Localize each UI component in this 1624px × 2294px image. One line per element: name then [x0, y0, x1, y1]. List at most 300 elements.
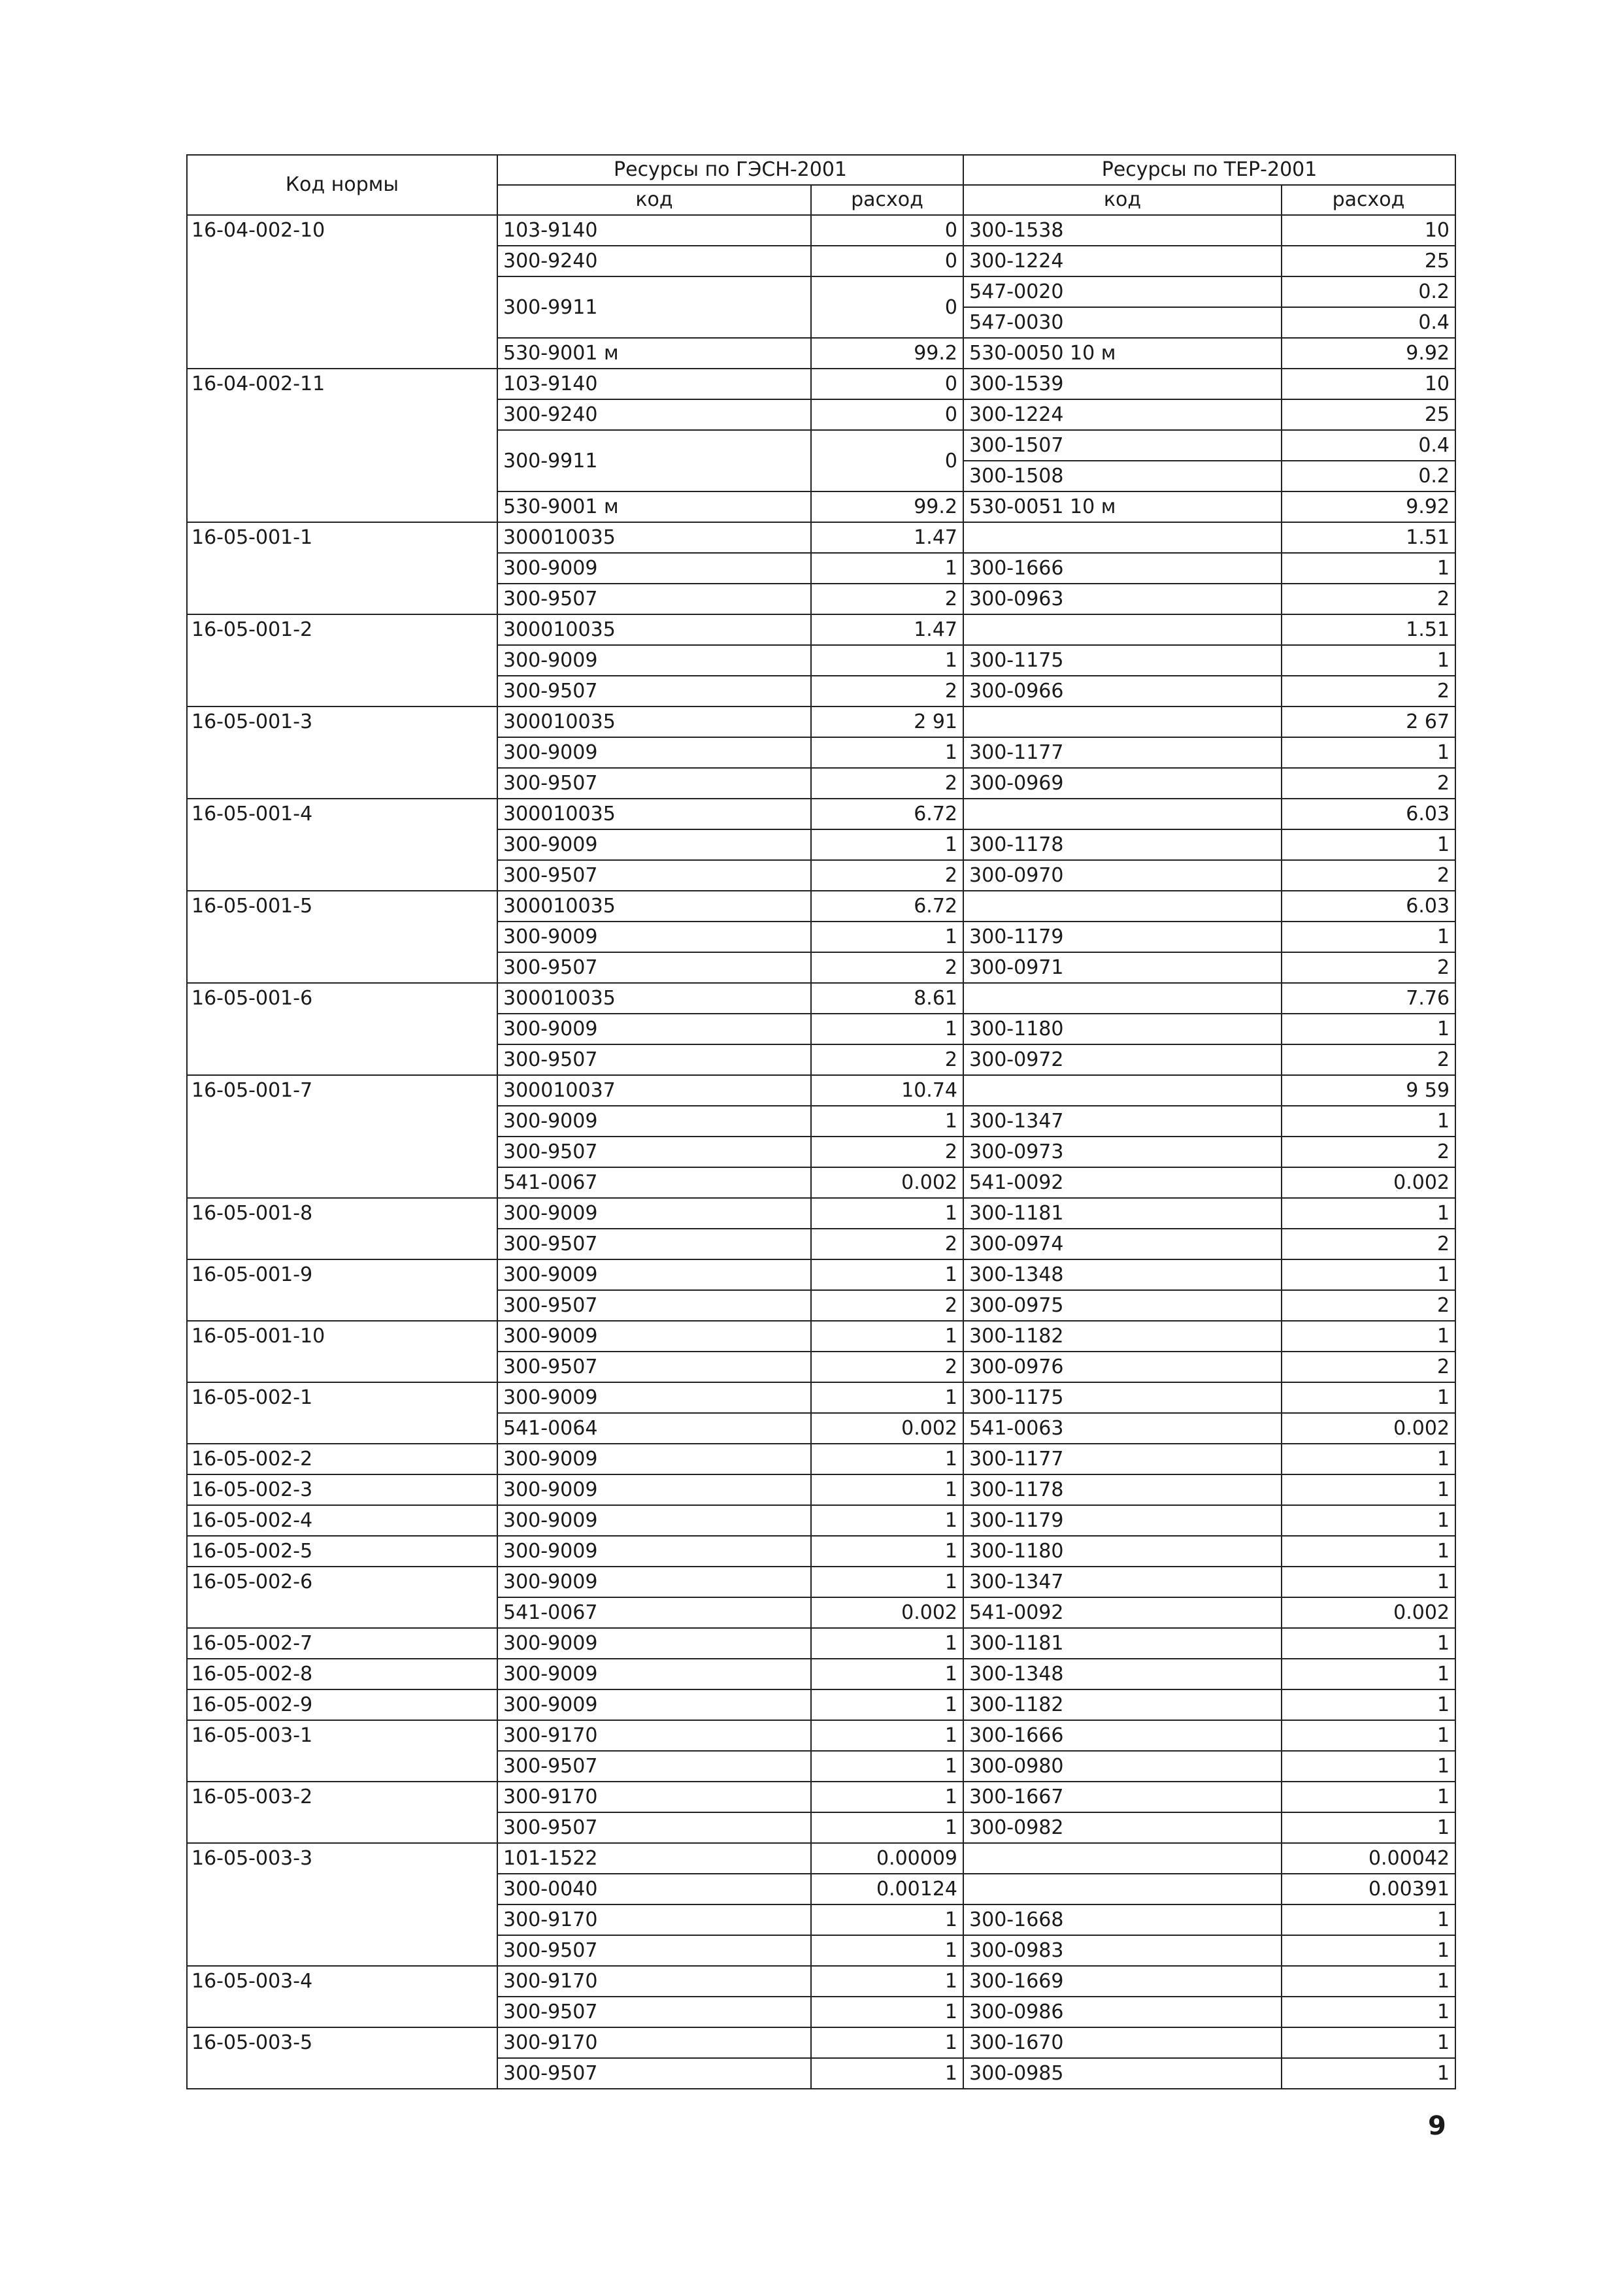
norm-code-cell: 16-05-001-4 [187, 799, 497, 891]
gesn-code-cell: 300-9911 [497, 430, 811, 491]
ter-code-cell: 300-0975 [963, 1290, 1282, 1321]
gesn-qty-cell: 2 91 [811, 706, 963, 737]
gesn-code-cell: 300-9170 [497, 2027, 811, 2058]
gesn-code-cell: 300-9507 [497, 1751, 811, 1782]
gesn-qty-cell: 1 [811, 2027, 963, 2058]
ter-qty-cell: 1 [1282, 1966, 1455, 1997]
ter-code-cell: 541-0092 [963, 1167, 1282, 1198]
ter-qty-cell: 9 59 [1282, 1075, 1455, 1106]
gesn-qty-cell: 1 [811, 1474, 963, 1505]
ter-code-cell: 541-0063 [963, 1413, 1282, 1444]
gesn-code-cell: 300-9009 [497, 1444, 811, 1474]
ter-code-cell: 300-1224 [963, 246, 1282, 276]
norm-code-cell: 16-05-002-6 [187, 1567, 497, 1628]
norm-code-cell: 16-05-001-10 [187, 1321, 497, 1382]
gesn-qty-cell: 2 [811, 952, 963, 983]
ter-qty-cell: 2 [1282, 1044, 1455, 1075]
gesn-qty-cell: 2 [811, 768, 963, 799]
gesn-code-cell: 300-9009 [497, 1198, 811, 1229]
ter-code-cell [963, 522, 1282, 553]
gesn-code-cell: 300010035 [497, 522, 811, 553]
ter-code-cell: 300-0963 [963, 584, 1282, 614]
gesn-qty-cell: 2 [811, 1044, 963, 1075]
gesn-code-cell: 300-9009 [497, 1567, 811, 1597]
ter-qty-cell: 0.002 [1282, 1167, 1455, 1198]
ter-code-cell: 300-1666 [963, 1720, 1282, 1751]
gesn-qty-cell: 1 [811, 1321, 963, 1352]
table-row [187, 215, 1455, 246]
ter-qty-cell: 1 [1282, 645, 1455, 676]
ter-qty-cell: 10 [1282, 215, 1455, 246]
gesn-qty-cell: 1 [811, 645, 963, 676]
ter-qty-cell: 2 [1282, 584, 1455, 614]
gesn-code-cell: 300010037 [497, 1075, 811, 1106]
gesn-qty-cell: 99.2 [811, 491, 963, 522]
norm-code-cell: 16-05-002-3 [187, 1474, 497, 1505]
ter-qty-cell: 0.002 [1282, 1597, 1455, 1628]
norm-code-cell: 16-05-002-5 [187, 1536, 497, 1567]
gesn-qty-cell: 1 [811, 1382, 963, 1413]
ter-code-cell: 300-1181 [963, 1198, 1282, 1229]
gesn-code-cell: 103-9140 [497, 369, 811, 399]
table-row [187, 891, 1455, 922]
table-row [187, 1259, 1455, 1290]
table-row [187, 1321, 1455, 1352]
ter-code-cell [963, 891, 1282, 922]
gesn-code-cell: 300-9911 [497, 276, 811, 338]
header-gesn-code: код [497, 185, 811, 215]
ter-code-cell: 300-1180 [963, 1014, 1282, 1044]
ter-code-cell: 300-1507 [963, 430, 1282, 461]
ter-code-cell: 300-1666 [963, 553, 1282, 584]
gesn-code-cell: 101-1522 [497, 1843, 811, 1874]
gesn-qty-cell: 0 [811, 369, 963, 399]
ter-code-cell: 300-1179 [963, 1505, 1282, 1536]
ter-qty-cell: 0.2 [1282, 461, 1455, 491]
norm-code-cell: 16-05-003-5 [187, 2027, 497, 2089]
ter-code-cell: 547-0020 [963, 276, 1282, 307]
ter-qty-cell: 1 [1282, 1812, 1455, 1843]
ter-code-cell: 300-1177 [963, 1444, 1282, 1474]
gesn-code-cell: 300-9507 [497, 860, 811, 891]
ter-code-cell [963, 706, 1282, 737]
norm-code-cell: 16-05-002-8 [187, 1659, 497, 1689]
ter-code-cell: 300-0982 [963, 1812, 1282, 1843]
gesn-qty-cell: 2 [811, 676, 963, 706]
gesn-qty-cell: 0 [811, 215, 963, 246]
ter-qty-cell: 1 [1282, 1659, 1455, 1689]
ter-code-cell: 300-0970 [963, 860, 1282, 891]
header-gesn-qty: расход [811, 185, 963, 215]
ter-code-cell: 300-1182 [963, 1689, 1282, 1720]
gesn-qty-cell: 1 [811, 1444, 963, 1474]
ter-code-cell: 300-1668 [963, 1904, 1282, 1935]
norm-code-cell: 16-05-002-9 [187, 1689, 497, 1720]
gesn-qty-cell: 2 [811, 1229, 963, 1259]
gesn-code-cell: 300-9009 [497, 1259, 811, 1290]
header-ter-group: Ресурсы по ТЕР-2001 [963, 155, 1455, 185]
gesn-qty-cell: 6.72 [811, 799, 963, 829]
norm-code-cell: 16-05-003-2 [187, 1782, 497, 1843]
ter-code-cell: 300-1177 [963, 737, 1282, 768]
ter-code-cell: 300-0985 [963, 2058, 1282, 2089]
gesn-code-cell: 300-9009 [497, 1474, 811, 1505]
ter-code-cell: 300-0973 [963, 1137, 1282, 1167]
gesn-qty-cell: 2 [811, 584, 963, 614]
gesn-code-cell: 300010035 [497, 706, 811, 737]
ter-code-cell: 300-1347 [963, 1567, 1282, 1597]
ter-qty-cell: 25 [1282, 399, 1455, 430]
ter-code-cell: 530-0051 10 м [963, 491, 1282, 522]
norm-code-cell: 16-04-002-10 [187, 215, 497, 369]
gesn-code-cell: 103-9140 [497, 215, 811, 246]
gesn-code-cell: 300-9170 [497, 1720, 811, 1751]
ter-code-cell [963, 799, 1282, 829]
table-row [187, 1966, 1455, 1997]
ter-qty-cell: 1 [1282, 1628, 1455, 1659]
gesn-qty-cell: 1.47 [811, 614, 963, 645]
page-number: 9 [1428, 2111, 1446, 2141]
gesn-qty-cell: 1 [811, 1628, 963, 1659]
table-row [187, 1567, 1455, 1597]
gesn-qty-cell: 1 [811, 1106, 963, 1137]
ter-code-cell: 300-1175 [963, 1382, 1282, 1413]
ter-qty-cell: 1 [1282, 1689, 1455, 1720]
gesn-qty-cell: 0.00009 [811, 1843, 963, 1874]
ter-qty-cell: 1 [1282, 1321, 1455, 1352]
ter-qty-cell: 0.00391 [1282, 1874, 1455, 1904]
gesn-code-cell: 300-9170 [497, 1966, 811, 1997]
ter-qty-cell: 2 [1282, 1290, 1455, 1321]
gesn-qty-cell: 0 [811, 246, 963, 276]
ter-qty-cell: 1 [1282, 553, 1455, 584]
table-row [187, 1505, 1455, 1536]
ter-code-cell: 300-1179 [963, 922, 1282, 952]
gesn-qty-cell: 1 [811, 829, 963, 860]
resources-table [186, 154, 1456, 2089]
gesn-qty-cell: 2 [811, 1137, 963, 1167]
gesn-code-cell: 300-9507 [497, 1229, 811, 1259]
table-row [187, 1720, 1455, 1751]
ter-code-cell: 300-1180 [963, 1536, 1282, 1567]
ter-qty-cell: 0.4 [1282, 430, 1455, 461]
ter-qty-cell: 1 [1282, 1782, 1455, 1812]
ter-qty-cell: 1 [1282, 829, 1455, 860]
table-body [187, 215, 1455, 2089]
header-ter-qty: расход [1282, 185, 1455, 215]
gesn-qty-cell: 1 [811, 1659, 963, 1689]
gesn-qty-cell: 0.002 [811, 1413, 963, 1444]
gesn-code-cell: 541-0064 [497, 1413, 811, 1444]
ter-code-cell: 530-0050 10 м [963, 338, 1282, 369]
ter-code-cell: 547-0030 [963, 307, 1282, 338]
gesn-qty-cell: 1 [811, 1259, 963, 1290]
ter-code-cell: 300-1175 [963, 645, 1282, 676]
ter-code-cell: 300-0976 [963, 1352, 1282, 1382]
norm-code-cell: 16-05-003-1 [187, 1720, 497, 1782]
table-row [187, 1843, 1455, 1874]
norm-code-cell: 16-05-001-1 [187, 522, 497, 614]
gesn-code-cell: 300-9009 [497, 1628, 811, 1659]
ter-qty-cell: 1 [1282, 1567, 1455, 1597]
ter-qty-cell: 1.51 [1282, 522, 1455, 553]
header-gesn-group: Ресурсы по ГЭСН-2001 [497, 155, 963, 185]
gesn-qty-cell: 1 [811, 1720, 963, 1751]
gesn-code-cell: 300-9170 [497, 1782, 811, 1812]
gesn-qty-cell: 0.00124 [811, 1874, 963, 1904]
gesn-code-cell: 300-9009 [497, 1505, 811, 1536]
gesn-qty-cell: 2 [811, 860, 963, 891]
ter-qty-cell: 1 [1282, 1751, 1455, 1782]
gesn-code-cell: 300-9009 [497, 1382, 811, 1413]
ter-qty-cell: 2 [1282, 768, 1455, 799]
gesn-code-cell: 530-9001 м [497, 338, 811, 369]
ter-code-cell: 300-0986 [963, 1997, 1282, 2027]
ter-qty-cell: 6.03 [1282, 891, 1455, 922]
ter-qty-cell: 1 [1282, 2058, 1455, 2089]
gesn-qty-cell: 0 [811, 399, 963, 430]
ter-code-cell: 300-1667 [963, 1782, 1282, 1812]
ter-code-cell [963, 614, 1282, 645]
gesn-qty-cell: 8.61 [811, 983, 963, 1014]
gesn-qty-cell: 1 [811, 1812, 963, 1843]
gesn-qty-cell: 1 [811, 1904, 963, 1935]
gesn-code-cell: 541-0067 [497, 1167, 811, 1198]
table-row [187, 1536, 1455, 1567]
ter-code-cell: 300-1224 [963, 399, 1282, 430]
table-row [187, 799, 1455, 829]
ter-code-cell [963, 1874, 1282, 1904]
ter-qty-cell: 1 [1282, 1382, 1455, 1413]
gesn-code-cell: 300-9170 [497, 1904, 811, 1935]
ter-qty-cell: 2 [1282, 952, 1455, 983]
ter-qty-cell: 2 [1282, 1137, 1455, 1167]
ter-qty-cell: 10 [1282, 369, 1455, 399]
gesn-code-cell: 300-9507 [497, 1352, 811, 1382]
ter-code-cell: 300-1348 [963, 1259, 1282, 1290]
ter-code-cell: 300-1182 [963, 1321, 1282, 1352]
norm-code-cell: 16-05-001-3 [187, 706, 497, 799]
ter-qty-cell: 1 [1282, 1259, 1455, 1290]
ter-qty-cell: 1 [1282, 1904, 1455, 1935]
ter-code-cell: 300-1178 [963, 829, 1282, 860]
gesn-code-cell: 300-9009 [497, 1321, 811, 1352]
norm-code-cell: 16-05-001-8 [187, 1198, 497, 1259]
gesn-qty-cell: 6.72 [811, 891, 963, 922]
ter-qty-cell: 0.002 [1282, 1413, 1455, 1444]
gesn-code-cell: 300-9009 [497, 1106, 811, 1137]
ter-code-cell: 300-1669 [963, 1966, 1282, 1997]
gesn-qty-cell: 1 [811, 1505, 963, 1536]
gesn-code-cell: 300-9507 [497, 676, 811, 706]
ter-code-cell [963, 983, 1282, 1014]
gesn-code-cell: 300010035 [497, 983, 811, 1014]
gesn-qty-cell: 1 [811, 922, 963, 952]
gesn-code-cell: 300-9009 [497, 1659, 811, 1689]
ter-code-cell: 300-1539 [963, 369, 1282, 399]
ter-code-cell: 300-1178 [963, 1474, 1282, 1505]
ter-qty-cell: 1 [1282, 1106, 1455, 1137]
gesn-code-cell: 300-9009 [497, 1536, 811, 1567]
ter-qty-cell: 6.03 [1282, 799, 1455, 829]
gesn-code-cell: 300-9507 [497, 1044, 811, 1075]
table-header [187, 155, 1455, 215]
ter-code-cell: 300-0983 [963, 1935, 1282, 1966]
gesn-code-cell: 300-9009 [497, 829, 811, 860]
gesn-code-cell: 300-9507 [497, 1137, 811, 1167]
gesn-code-cell: 530-9001 м [497, 491, 811, 522]
norm-code-cell: 16-05-002-2 [187, 1444, 497, 1474]
norm-code-cell: 16-05-002-7 [187, 1628, 497, 1659]
gesn-code-cell: 300-9009 [497, 1689, 811, 1720]
ter-qty-cell: 1 [1282, 2027, 1455, 2058]
norm-code-cell: 16-05-003-4 [187, 1966, 497, 2027]
gesn-code-cell: 300-9240 [497, 246, 811, 276]
table-row [187, 1628, 1455, 1659]
ter-qty-cell: 1 [1282, 1474, 1455, 1505]
ter-qty-cell: 2 [1282, 1352, 1455, 1382]
norm-code-cell: 16-05-001-6 [187, 983, 497, 1075]
ter-qty-cell: 2 [1282, 1229, 1455, 1259]
gesn-qty-cell: 1 [811, 1536, 963, 1567]
ter-code-cell: 300-1348 [963, 1659, 1282, 1689]
gesn-code-cell: 300-9009 [497, 645, 811, 676]
ter-code-cell: 300-1508 [963, 461, 1282, 491]
gesn-code-cell: 300010035 [497, 614, 811, 645]
gesn-qty-cell: 2 [811, 1352, 963, 1382]
table-row [187, 706, 1455, 737]
table-row [187, 1198, 1455, 1229]
ter-code-cell: 300-1347 [963, 1106, 1282, 1137]
gesn-code-cell: 300-9507 [497, 1935, 811, 1966]
ter-code-cell: 300-1538 [963, 215, 1282, 246]
gesn-code-cell: 300-9009 [497, 1014, 811, 1044]
table-row [187, 522, 1455, 553]
table-row [187, 614, 1455, 645]
gesn-code-cell: 300-9009 [497, 553, 811, 584]
ter-qty-cell: 1 [1282, 1720, 1455, 1751]
gesn-qty-cell: 1 [811, 553, 963, 584]
gesn-qty-cell: 1 [811, 1751, 963, 1782]
ter-qty-cell: 0.4 [1282, 307, 1455, 338]
gesn-qty-cell: 2 [811, 1290, 963, 1321]
norm-code-cell: 16-05-001-5 [187, 891, 497, 983]
ter-code-cell [963, 1843, 1282, 1874]
ter-qty-cell: 1 [1282, 922, 1455, 952]
ter-code-cell [963, 1075, 1282, 1106]
gesn-qty-cell: 1.47 [811, 522, 963, 553]
norm-code-cell: 16-05-002-4 [187, 1505, 497, 1536]
gesn-qty-cell: 1 [811, 1966, 963, 1997]
gesn-qty-cell: 1 [811, 1567, 963, 1597]
norm-code-cell: 16-04-002-11 [187, 369, 497, 522]
table-row [187, 1474, 1455, 1505]
gesn-code-cell: 300010035 [497, 891, 811, 922]
table-row [187, 1075, 1455, 1106]
table-row [187, 1444, 1455, 1474]
table-row [187, 1382, 1455, 1413]
gesn-code-cell: 300-9009 [497, 922, 811, 952]
table-row [187, 1659, 1455, 1689]
norm-code-cell: 16-05-002-1 [187, 1382, 497, 1444]
ter-code-cell: 300-0969 [963, 768, 1282, 799]
ter-code-cell: 541-0092 [963, 1597, 1282, 1628]
ter-code-cell: 300-0974 [963, 1229, 1282, 1259]
norm-code-cell: 16-05-001-9 [187, 1259, 497, 1321]
gesn-qty-cell: 0.002 [811, 1167, 963, 1198]
gesn-code-cell: 300010035 [497, 799, 811, 829]
table-row [187, 1689, 1455, 1720]
ter-code-cell: 300-0971 [963, 952, 1282, 983]
table-row [187, 983, 1455, 1014]
ter-qty-cell: 1 [1282, 1444, 1455, 1474]
ter-qty-cell: 2 67 [1282, 706, 1455, 737]
gesn-qty-cell: 1 [811, 1198, 963, 1229]
gesn-qty-cell: 0 [811, 276, 963, 338]
gesn-code-cell: 300-9507 [497, 1812, 811, 1843]
gesn-code-cell: 300-9507 [497, 1290, 811, 1321]
gesn-code-cell: 541-0067 [497, 1597, 811, 1628]
gesn-code-cell: 300-9507 [497, 952, 811, 983]
ter-qty-cell: 1 [1282, 1198, 1455, 1229]
ter-code-cell: 300-1670 [963, 2027, 1282, 2058]
header-ter-code: код [963, 185, 1282, 215]
gesn-qty-cell: 1 [811, 737, 963, 768]
gesn-qty-cell: 0.002 [811, 1597, 963, 1628]
ter-qty-cell: 1 [1282, 1014, 1455, 1044]
gesn-qty-cell: 99.2 [811, 338, 963, 369]
ter-code-cell: 300-0972 [963, 1044, 1282, 1075]
ter-qty-cell: 1.51 [1282, 614, 1455, 645]
gesn-qty-cell: 1 [811, 1782, 963, 1812]
ter-code-cell: 300-0980 [963, 1751, 1282, 1782]
table-row [187, 2027, 1455, 2058]
ter-qty-cell: 2 [1282, 676, 1455, 706]
gesn-qty-cell: 1 [811, 1689, 963, 1720]
gesn-code-cell: 300-9240 [497, 399, 811, 430]
table-row [187, 369, 1455, 399]
gesn-code-cell: 300-9507 [497, 2058, 811, 2089]
gesn-code-cell: 300-0040 [497, 1874, 811, 1904]
gesn-qty-cell: 0 [811, 430, 963, 491]
ter-qty-cell: 1 [1282, 737, 1455, 768]
gesn-qty-cell: 1 [811, 1997, 963, 2027]
ter-qty-cell: 1 [1282, 1997, 1455, 2027]
ter-qty-cell: 0.00042 [1282, 1843, 1455, 1874]
ter-qty-cell: 1 [1282, 1505, 1455, 1536]
gesn-qty-cell: 1 [811, 1935, 963, 1966]
header-norm-code: Код нормы [187, 155, 497, 215]
ter-code-cell: 300-0966 [963, 676, 1282, 706]
ter-code-cell: 300-1181 [963, 1628, 1282, 1659]
gesn-code-cell: 300-9009 [497, 737, 811, 768]
ter-qty-cell: 9.92 [1282, 491, 1455, 522]
ter-qty-cell: 7.76 [1282, 983, 1455, 1014]
ter-qty-cell: 0.2 [1282, 276, 1455, 307]
ter-qty-cell: 9.92 [1282, 338, 1455, 369]
gesn-qty-cell: 1 [811, 2058, 963, 2089]
ter-qty-cell: 2 [1282, 860, 1455, 891]
norm-code-cell: 16-05-003-3 [187, 1843, 497, 1966]
ter-qty-cell: 25 [1282, 246, 1455, 276]
norm-code-cell: 16-05-001-7 [187, 1075, 497, 1198]
ter-qty-cell: 1 [1282, 1536, 1455, 1567]
gesn-code-cell: 300-9507 [497, 1997, 811, 2027]
table-row [187, 1782, 1455, 1812]
gesn-code-cell: 300-9507 [497, 768, 811, 799]
norm-code-cell: 16-05-001-2 [187, 614, 497, 706]
gesn-qty-cell: 1 [811, 1014, 963, 1044]
